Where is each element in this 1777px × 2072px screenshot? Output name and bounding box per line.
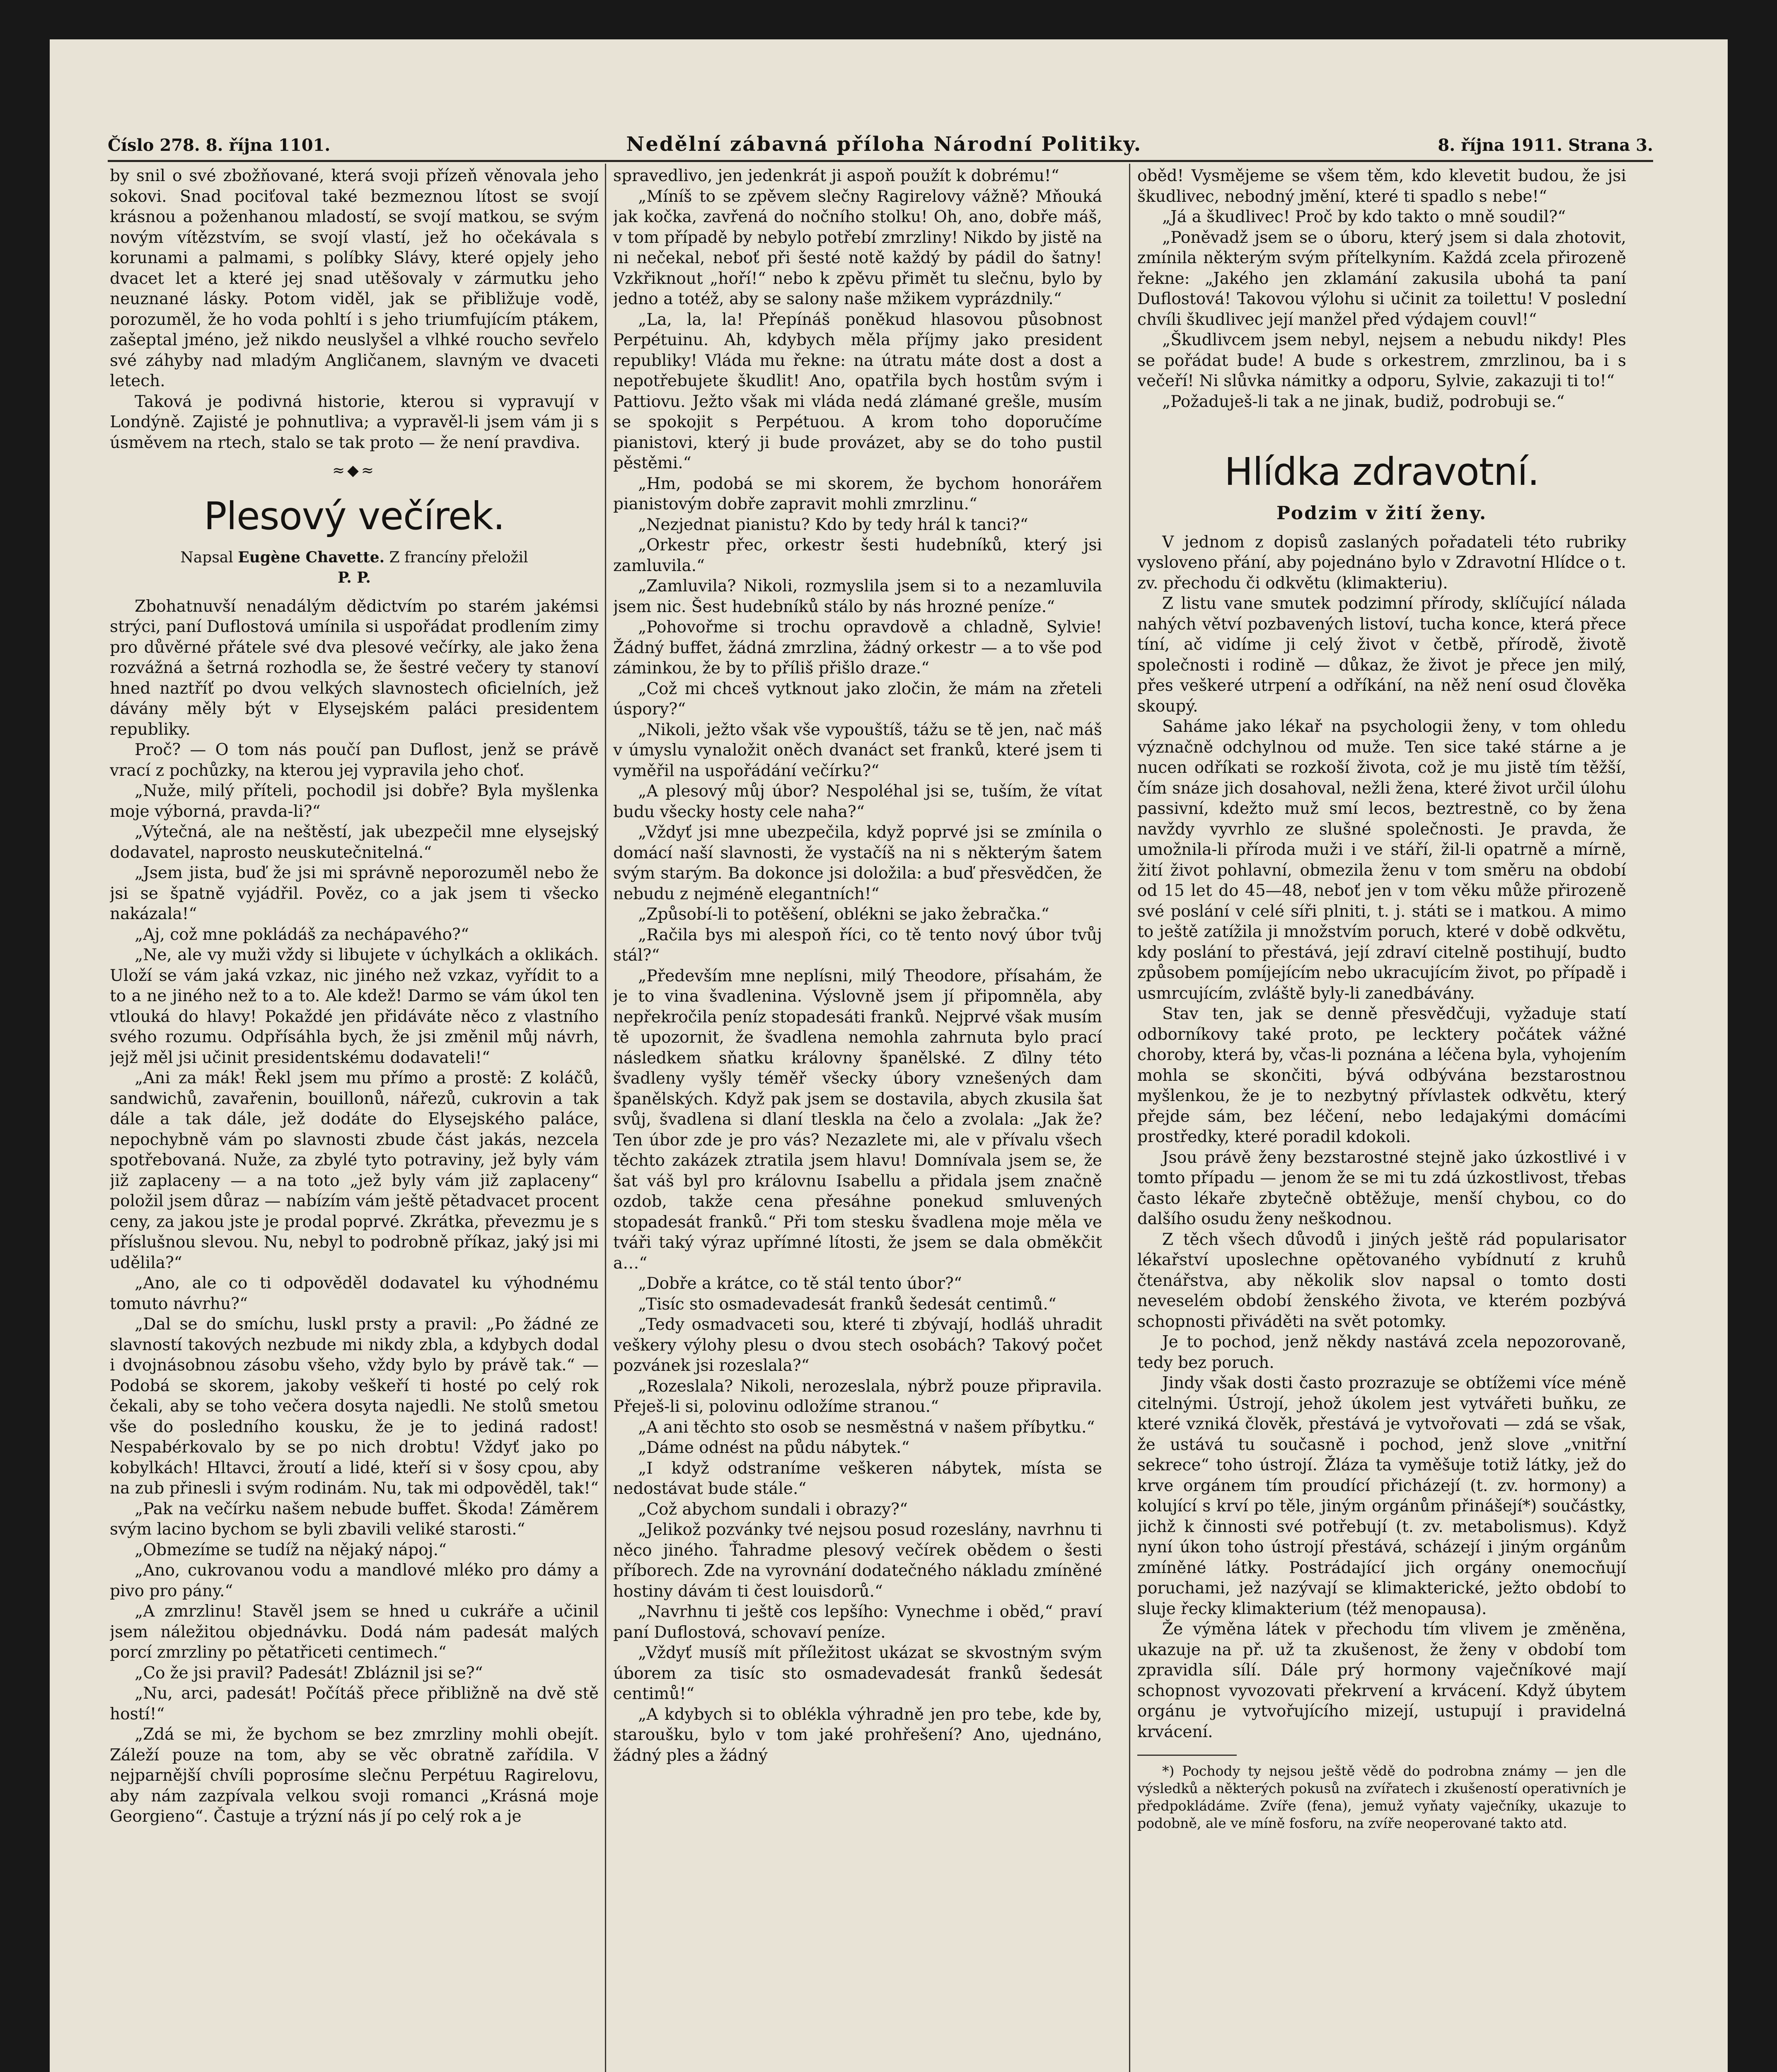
footnote: *) Pochody ty nejsou ještě vědě do podrobna známy — jen dle výsledků a některých pokusů na zvířatech i zkušeností operativních je předpokládáme. Zvíře (fena), jemuž vyňaty vaječníky, ukazuje to podobně, ale ve míně fosforu, na zvíře neoperované takto atd.	[1137, 1763, 1626, 1831]
paragraph: „Orkestr přec, orkestr šesti hudebníků, který jsi zamluvila.“	[613, 536, 1102, 575]
issue-info: Číslo 278. 8. října 1101.	[108, 136, 331, 155]
paragraph: „Dobře a krátce, co tě stál tento úbor?“	[638, 1274, 962, 1293]
paragraph: „Pak na večírku našem nebude buffet. Škoda! Záměrem svým lacino bychom se byli zbavili veliké starosti.“	[110, 1499, 599, 1539]
paragraph: Jindy však dosti často prozrazuje se obtížemi více méně citelnými. Ústrojí, jehož úkolem jest vytvářeti buňku, ze které vzniká člověk, přestává je vytvořovati — zdá se však, že ustává tu současně i pochod, jenž slove „vnitřní sekrece“ toho ústrojí. Žláza ta vyměšuje totiž látky, jež do krve orgánem tím proudící přicházejí (t. zv. hormony) a kolující s krví po těle, jiným orgánům přinášejí*) součástky, jichž k činnosti své potřebují (t. zv. metabolismus). Když nyní úkon toho ústrojí přestává, scházejí i jiným orgánům zmíněné látky. Postrádající jich orgány onemocňují poruchami, jež nazývají se klimakterické, ježto období to sluje řecky klimakterium (též menopausa).	[1137, 1374, 1626, 1618]
paragraph: „Způsobí-li to potěšení, oblékni se jako žebračka.“	[638, 905, 1049, 924]
paragraph: „Nezjednat pianistu? Kdo by tedy hrál k tanci?“	[638, 515, 1028, 534]
section-separator: ≈◆≈	[332, 462, 376, 479]
paragraph: Je to pochod, jenž někdy nastává zcela nepozorovaně, tedy bez poruch.	[1137, 1333, 1626, 1372]
paragraph: Stav ten, jak se denně přesvědčuji, vyžaduje statí odborníkovy také proto, pe lecktery počátek vážné choroby, která by, včas-li poznána a léčena byla, vyhojením mohla se skončiti, bývá odbývána bezstarostnou myšlenkou, že je to nezbytný přívlastek odkvětu, který přejde sám, bez léčení, nebo ledajakými domácími prostředky, které poradil kdokoli.	[1137, 1005, 1626, 1146]
paragraph: „Já a škudlivec! Proč by kdo takto o mně soudil?“	[1162, 208, 1566, 226]
paragraph: „Škudlivcem jsem nebyl, nejsem a nebudu nikdy! Ples se pořádat bude! A bude s orkestrem, zmrzlinou, ba i s večeří! Ni slůvka námitky a odporu, Sylvie, zakazuji ti to!“	[1137, 331, 1626, 390]
paragraph: by snil o své zbožňované, která svoji přízeň věnovala jeho sokovi. Snad pociťoval také bezmeznou lítost se svojí krásnou a poženhanou mladostí, se svojí matkou, se svým novým vítězstvím, se svojí vlastí, jež ho očekávala s korunami a palmami, s políbky Slávy, které opjely jeho dvacet let a které jej snad utěšovaly v zármutku jeho neuznané lásky. Potom viděl, jak se přibližuje vodě, porozuměl, že ho voda pohltí i s jeho triumfujícím ptákem, zašeptal jméno, jež nikdo neuslyšel a vlhké roucho sevřelo své záhyby nad mladým Angličanem, slavným ve dvaceti letech.	[110, 167, 599, 390]
publication-title: Nedělní zábavná příloha Národní Politiky.	[626, 133, 1142, 156]
paragraph: „A kdybych si to oblékla výhradně jen pro tebe, kde by, staroušku, bylo v tom jaké prohřešení? Ano, ujednáno, žádný ples a žádný	[613, 1705, 1102, 1765]
footnote-rule	[1137, 1755, 1237, 1756]
column-3	[1137, 166, 1626, 2072]
paragraph: „A zmrzlinu! Stavěl jsem se hned u cukráře a učinil jsem náležitou objednávku. Dodá nám padesát malých porcí zmrzliny po pětatřiceti centimech.“	[110, 1602, 599, 1662]
paragraph: „Jsem jista, buď že jsi mi správně neporozuměl nebo že jsi se špatně vyjádřil. Pověz, co a jak jsem ti všecko nakázala!“	[110, 864, 599, 923]
paragraph: Saháme jako lékař na psychologii ženy, v tom ohledu význačně odchylnou od muže. Ten sice také stárne a je nucen odříkati se rozkoší života, což je mu jistě tím těžší, čím snáze jich dosahoval, nežli žena, které život určil úlohu passivní, kdežto muž smí lecos, beztrestně, co by žena navždy vyvrhlo ze slušné společnosti. Je pravda, že umožnila-li příroda muži i ve stáří, žil-li opatrně a mírně, žití život pohlavní, obmezila ženu v tom směru na období od 15 let do 45—48, neboť jen v tom věku může přirozeně své poslání v celé síři plniti, t. j. státi se i matkou. A mimo to ještě zatížila ji množstvím poruch, které v době odkvětu, kdy poslání to přestává, její zdraví citelně postihují, budto způsobem pomíjejícím nebo ukracujícím život, po případě i usmrcujícím, zvláště byly-li zanedbávány.	[1137, 717, 1626, 1003]
paragraph: „Ano, cukrovanou vodu a mandlové mléko pro dámy a pivo pro pány.“	[110, 1561, 599, 1600]
column-rule-2	[1129, 164, 1130, 2072]
translator-name: P. P.	[338, 569, 371, 586]
paragraph: „Jelikož pozvánky tvé nejsou posud rozeslány, navrhnu ti něco jiného. Ťahradme plesový večírek obědem o šesti příborech. Zde na vyrovnání dodatečného nákladu zmíněné hostiny dávám ti čest louisdorů.“	[613, 1520, 1102, 1601]
column-2	[613, 166, 1102, 2072]
paragraph: „Zdá se mi, že bychom se bez zmrzliny mohli obejít. Záleží pouze na tom, aby se věc obratně zařídila. V nejparnější chvíli poprosíme slečnu Perpétuu Ragirelovu, aby nám zazpívala velkou svoji romanci „Krásná moje Georgieno“. Častuje a trýzní nás jí po celý rok a je	[110, 1725, 599, 1826]
paragraph: „Nu, arci, padesát! Počítáš přece přibližně na dvě stě hostí!“	[110, 1684, 599, 1723]
article-title: Plesový večírek.	[203, 494, 505, 538]
paragraph: „Vždyť jsi mne ubezpečila, když poprvé jsi se zmínila o domácí naší slavnosti, že vystačíš na ni s některým šatem svým starým. Ba dokonce jsi doložila: a buď přesvědčen, že nebudu z nejméně elegantních!“	[613, 823, 1102, 903]
paragraph: Zbohatnuvší nenadálým dědictvím po starém jakémsi strýci, paní Duflostová umínila si uspořádat prodlením zimy pro důvěrné přátele své dva plesové večírky, ale jako žena rozvážná a šetrná rozhodla se, že šestré večery ty stanoví hned naztříť po dvou velkých slavnostech oficielních, jež dávány měly být v Elysejském paláci presidentem republiky.	[110, 597, 599, 739]
running-head	[108, 133, 1653, 162]
paragraph: „Nuže, milý příteli, pochodil jsi dobře? Byla myšlenka moje výborná, pravda-li?“	[110, 782, 599, 821]
paragraph: „Dáme odnést na půdu nábytek.“	[638, 1438, 910, 1457]
paragraph: „Račila bys mi alespoň říci, co tě tento nový úbor tvůj stál?“	[613, 925, 1102, 965]
paragraph: „Požaduješ-li tak a ne jinak, budiž, podrobuji se.“	[1162, 392, 1565, 411]
paragraph: „Pohovořme si trochu opravdově a chladně, Sylvie! Žádný buffet, žádná zmrzlina, žádný orkestr — a to vše pod záminkou, že by to příliš přišlo draze.“	[613, 618, 1102, 678]
paragraph: „Hm, podobá se mi skorem, že bychom honorářem pianistovým dobře zapravit mohli zmrzlinu.“	[613, 474, 1102, 513]
paragraph: „Ani za mák! Řekl jsem mu přímo a prostě: Z koláčů, sandwichů, zavařenin, bouillonů, nářezů, cukrovin a tak dále a tak dále, jež dodáte do Elysejského paláce, nepochybně vám po slavnosti zbude část jakás, nezcela spotřebovaná. Nuže, za zbylé tyto potraviny, jež byly vám již zaplaceny — a na toto „jež byly vám již zaplaceny“ položil jsem důraz — nabízím vám ještě pětadvacet procent ceny, za jakou jste je prodal poprvé. Zkrátka, převezmu je s příslušnou slevou. Nu, nebyl to podrobně příkaz, jaký jsi mi udělila?“	[110, 1069, 599, 1272]
paragraph: „Především mne neplísni, milý Theodore, přísahám, že je to vina švadlenina. Výslovně jsem jí připomněla, aby nepřekročila peníz stopadesáti franků. Nejprvé však musím tě upozornit, že švadlena nemohla zahrnuta bylo prací následkem sňatku královny španělské. Z ďilny této švadleny vyšly téměř všecky úbory vznešených dam španělských. Když pak jsem se dostavila, abych zkusila šat svůj, švadlena si dlaní tleskla na čelo a zvolala: „Jak že? Ten úbor zde je pro vás? Nezazlete mi, ale v přívalu všech těchto zakázek ztratila jsem hlavu! Domnívala jsem se, že šat váš byl pro královnu Isabellu a přidala jsem značně ozdob, takže cena přesáhne ponekud smluvených stopadesát franků.“ Při tom stesku švadlena moje měla ve tváři taký výraz upřímné lítosti, že jsem se dala obměkčit a…“	[613, 966, 1102, 1273]
paragraph: „A ani těchto sto osob se nesměstná v našem příbytku.“	[638, 1418, 1095, 1437]
paragraph: „Ano, ale co ti odpověděl dodavatel ku výhodnému tomuto návrhu?“	[110, 1274, 599, 1313]
article-subtitle: Podzim v žití ženy.	[1276, 503, 1487, 524]
paragraph: Taková je podivná historie, kterou si vypravují v Londýně. Zajisté je pohnutliva; a vypravěl-li jsem vám ji s úsměvem na rtech, stalo se tak proto — že není pravdiva.	[110, 392, 599, 452]
paragraph: „Nikoli, ježto však vše vypouštíš, tážu se tě jen, nač máš v úmyslu vynaložit oněch dvanáct set franků, které jsem ti vyměřil na uspořádání večírku?“	[613, 720, 1102, 780]
paragraph: spravedlivo, jen jedenkrát ji aspoň použít k dobrému!“	[613, 167, 1059, 185]
paragraph: „Ne, ale vy muži vždy si libujete v úchylkách a oklikách. Uloží se vám jaká vzkaz, nic jiného než vzkaz, vyřídit to a to a ne jiného než to a to. Ale kdež! Darmo se vám úkol ten vtlouká do hlavy! Pokaždé jen přidáváte něco z vlastního svého rozumu. Odpřísáhla bych, že jsi změnil můj návrh, jejž měl jsi učinit presidentskému dodavateli!“	[110, 946, 599, 1067]
author-name: Eugène Chavette.	[238, 548, 385, 566]
paragraph: „Obmezíme se tudíž na nějaký nápoj.“	[135, 1540, 447, 1559]
paragraph: Jsou právě ženy bezstarostné stejně jako úzkostlivé i v tomto případu — jenom že se mi tu zdá úzkostlivost, třebas často lékaře zbytečně obtěžuje, menší chybou, co do dalšího osudu ženy neškodnou.	[1137, 1148, 1626, 1228]
paragraph: „Tisíc sto osmadevadesát franků šedesát centimů.“	[638, 1295, 1057, 1314]
column-1	[110, 166, 599, 2072]
paragraph: „Zamluvila? Nikoli, rozmyslila jsem si to a nezamluvila jsem nic. Šest hudebníků stálo by nás hrozné peníze.“	[613, 577, 1102, 616]
paragraph: „Míníš to se zpěvem slečny Ragirelovy vážně? Mňouká jak kočka, zavřená do nočního stolku! Oh, ano, dobře máš, v tom případě by nebylo potřebí zmrzliny! Nikdo by jistě na ni nečekal, neboť při šesté notě každý by pádil do šatny! Vzkřiknout „hoří!“ nebo k zpěvu přimět tu slečnu, bylo by jedno a totéž, aby se salony naše mžikem vyprázdnily.“	[613, 187, 1102, 308]
article-title: Hlídka zdravotní.	[1224, 450, 1539, 494]
paragraph: „Co že jsi pravil? Padesát! Zbláznil jsi se?“	[135, 1663, 483, 1682]
paragraph: „La, la, la! Přepínáš poněkud hlasovou působnost Perpétuinu. Ah, kdybych měla příjmy jako president republiky! Vláda mu řekne: na útratu máte dost a dost a nepotřebujete škudlit! Ano, opatřila bych hostům svým i Pattiovu. Ježto však mi vláda nedá zlámané grešle, musím se spokojit s Perpétuou. A krom toho doporučíme pianistovi, který ji bude provázet, aby se do toho pustil pěstěmi.“	[613, 310, 1102, 472]
column-rule-1	[605, 164, 606, 2072]
paragraph: „A plesový můj úbor? Nespoléhal jsi se, tuším, že vítat budu všecky hosty cele naha?“	[613, 782, 1102, 821]
paragraph: Proč? — O tom nás poučí pan Duflost, jenž se právě vrací z pochůzky, na kterou jej vypravila jeho choť.	[110, 741, 599, 780]
paragraph: „Což mi chceš vytknout jako zločin, že mám na zřeteli úspory?“	[613, 679, 1102, 719]
paragraph: Že výměna látek v přechodu tím vlivem je změněna, ukazuje na př. už ta zkušenost, že ženy v období tom zpravidla sílí. Dále prý hormony vaječníkové mají schopnost vyvozovati překrvení a krvácení. Když úbytem orgánu je vytvořujícího mizejí, ustupují i pravidelná krvácení.	[1137, 1620, 1626, 1741]
paragraph: Z těch všech důvodů i jiných ještě rád popularisator lékařství uposlechne opětovaného vybídnutí z kruhů čtenářstva, aby několik slov napsal o tomto dosti neveselém období ženského života, ve kterém pozbývá schopnosti přiváděti na svět potomky.	[1137, 1230, 1626, 1331]
paragraph: oběd! Vysmějeme se všem těm, kdo klevetit budou, že jsi škudlivec, nebodný jmění, které ti spadlo s nebe!“	[1137, 167, 1626, 206]
paragraph: V jednom z dopisů zaslaných pořadateli této rubriky vysloveno přání, aby pojednáno bylo v Zdravotní Hlídce o t. zv. přechodu či odkvětu (klimakteriu).	[1137, 533, 1626, 593]
paragraph: „Vždyť musíš mít příležitost ukázat se skvostným svým úborem za tisíc sto osmadevadesát franků šedesát centimů!“	[613, 1644, 1102, 1703]
paragraph: „Poněvadž jsem se o úboru, který jsem si dala zhotovit, zmínila některým svým přítelkyním. Každá zcela přirozeně řekne: „Jakého jen zklamání zakusila ubohá ta paní Duflostová! Takovou výlohu si učinit za toilettu! V poslední chvíli škudlivec její manžel před výdajem couvl!“	[1137, 228, 1626, 329]
paragraph: „Aj, což mne pokládáš za nechápavého?“	[135, 925, 469, 944]
paragraph: „I když odstraníme veškeren nábytek, místa se nedostávat bude stále.“	[613, 1459, 1102, 1498]
paragraph: Z listu vane smutek podzimní přírody, sklíčující nálada nahých větví pozbavených listoví, tucha konce, která přece tíní, ač vidíme ji celý život v četbě, přírodě, životě společnosti i rodině — důkaz, že život je přece jen milý, přes veškeré utrpení a odříkání, na něž není osud člověka skoupý.	[1137, 594, 1626, 716]
paragraph: „Tedy osmadvaceti sou, které ti zbývají, hodláš uhradit veškery výlohy plesu o dvou stech osobách? Takový počet pozvánek jsi rozeslala?“	[613, 1315, 1102, 1375]
paragraph: „Dal se do smíchu, luskl prsty a pravil: „Po žádné ze slavností takových nezbude mi nikdy zbla, a kdybych dodal i dvojnásobnou zásobu všeho, vždy bylo by právě tak.“ — Podobá se skorem, jakoby veškeří ti hosté po celý rok čekali, aby se toho večera dosyta najedli. Ne stolů smetou vše do posledního kousku, že je to jediná radost! Nespabérkovalo by se po nich drobtu! Vždyť jako po kobylkách! Hltavci, žroutí a lidé, kteří si v šosy cpou, aby na zub přinesli i svým rodinám. Nu, tak mi odpověděl, tak!“	[110, 1315, 599, 1498]
paragraph: „Navrhnu ti ještě cos lepšího: Vynechme i oběd,“ praví paní Duflostová, schovaví peníze.	[613, 1602, 1102, 1642]
byline: Napsal Eugène Chavette. Z francíny přeložil P. P.	[180, 548, 528, 586]
paragraph: „Což abychom sundali i obrazy?“	[638, 1500, 908, 1519]
paragraph: „Výtečná, ale na neštěstí, jak ubezpečil mne elysejský dodavatel, naprosto neuskutečnitelná.“	[110, 823, 599, 862]
date-page-info: 8. října 1911. Strana 3.	[1438, 136, 1653, 155]
paragraph: „Rozeslala? Nikoli, nerozeslala, nýbrž pouze připravila. Přeješ-li si, polovinu odložíme stranou.“	[613, 1377, 1102, 1416]
